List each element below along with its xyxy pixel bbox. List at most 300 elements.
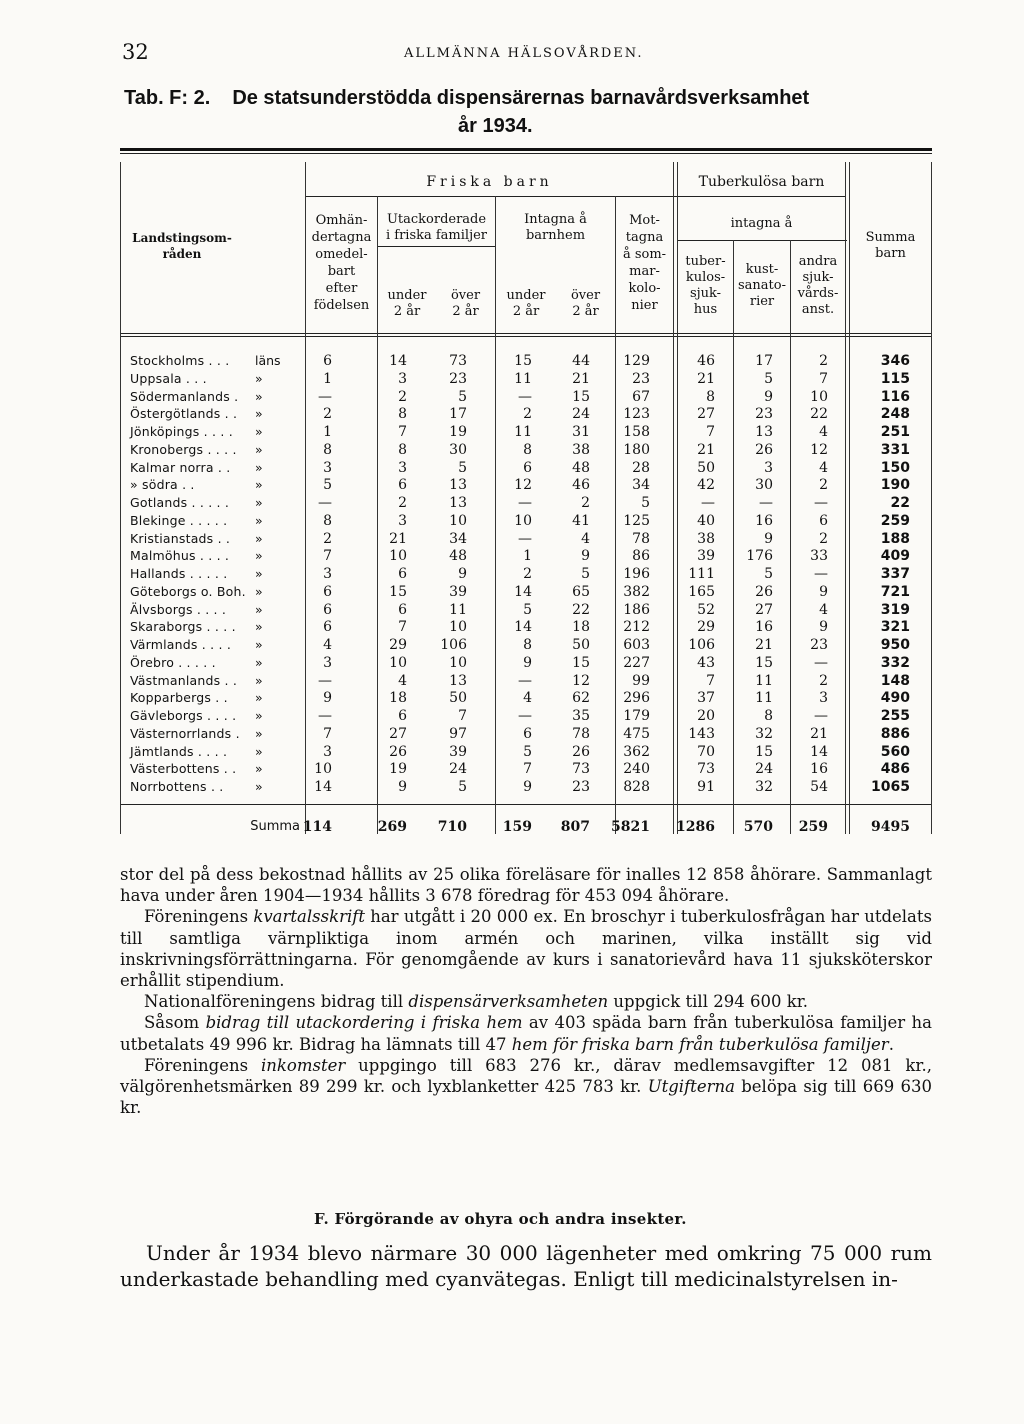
cell-kustsanatorier: 17 bbox=[755, 353, 773, 369]
cell-kustsanatorier: 32 bbox=[755, 725, 773, 742]
cell-utack-under2: 21 bbox=[389, 530, 407, 547]
row-region-name: Kalmar norra . . bbox=[130, 459, 231, 475]
cell-barnhem-over2: 44 bbox=[572, 353, 590, 369]
subheader-utack-over2: över 2 år bbox=[450, 288, 481, 319]
cell-andra-sjukvard: 54 bbox=[810, 779, 828, 795]
cell-omhandertagna: 4 bbox=[323, 637, 332, 653]
cell-summa: 721 bbox=[880, 583, 910, 600]
row-region-name: Göteborgs o. Boh. bbox=[130, 583, 246, 599]
table-row bbox=[120, 708, 932, 726]
cell-utack-under2: 4 bbox=[398, 672, 407, 689]
table-row bbox=[120, 655, 932, 673]
cell-omhandertagna: 2 bbox=[323, 406, 332, 423]
cell-tuberkulossjukhus: 42 bbox=[697, 477, 715, 494]
table-row bbox=[120, 619, 932, 637]
row-region-name: Södermanlands . bbox=[130, 388, 239, 404]
cell-summa: 259 bbox=[880, 512, 910, 529]
cell-mottagna: 78 bbox=[632, 530, 650, 547]
cell-barnhem-over2: 15 bbox=[572, 388, 590, 405]
cell-kustsanatorier: 16 bbox=[755, 512, 773, 529]
summa-cell-utack-over2: 710 bbox=[437, 819, 467, 835]
row-region-name: Jönköpings . . . . bbox=[130, 424, 233, 439]
cell-kustsanatorier: 8 bbox=[764, 708, 773, 724]
cell-andra-sjukvard: 4 bbox=[819, 601, 828, 618]
cell-andra-sjukvard: 12 bbox=[810, 441, 828, 458]
row-region-name: Kristianstads . . bbox=[130, 530, 231, 546]
cell-mottagna: 28 bbox=[632, 459, 650, 476]
cell-barnhem-under2: 4 bbox=[523, 690, 532, 707]
row-region-name: Gotlands . . . . . bbox=[130, 495, 230, 510]
cell-tuberkulossjukhus: 7 bbox=[706, 424, 715, 440]
cell-kustsanatorier: 3 bbox=[764, 459, 773, 476]
cell-utack-over2: 10 bbox=[449, 654, 467, 671]
row-region-suffix: » bbox=[255, 743, 263, 759]
row-region-suffix: » bbox=[255, 441, 263, 457]
cell-kustsanatorier: 15 bbox=[755, 654, 773, 671]
cell-summa: 150 bbox=[880, 459, 910, 476]
cell-utack-over2: 39 bbox=[449, 743, 467, 760]
cell-andra-sjukvard: 33 bbox=[810, 548, 828, 565]
cell-andra-sjukvard: 6 bbox=[819, 512, 828, 529]
cell-andra-sjukvard: — bbox=[814, 495, 828, 511]
row-region-suffix: » bbox=[255, 619, 263, 635]
row-region-suffix: » bbox=[255, 477, 263, 493]
cell-utack-under2: 7 bbox=[398, 619, 407, 636]
cell-kustsanatorier: 27 bbox=[755, 601, 773, 618]
summa-cell-omhandertagna: 114 bbox=[302, 819, 332, 835]
cell-utack-over2: 10 bbox=[449, 512, 467, 529]
cell-tuberkulossjukhus: 39 bbox=[697, 548, 715, 565]
cell-utack-over2: 48 bbox=[449, 548, 467, 565]
cell-omhandertagna: 7 bbox=[323, 548, 332, 565]
table-row bbox=[120, 389, 932, 407]
cell-tuberkulossjukhus: 21 bbox=[697, 370, 715, 387]
cell-utack-over2: 24 bbox=[449, 761, 467, 778]
cell-barnhem-under2: 5 bbox=[523, 601, 532, 618]
row-region-suffix: » bbox=[255, 459, 263, 475]
table-row bbox=[120, 637, 932, 655]
cell-utack-over2: 23 bbox=[449, 370, 467, 387]
row-region-name: Uppsala . . . bbox=[130, 370, 207, 386]
cell-andra-sjukvard: 2 bbox=[819, 477, 828, 494]
cell-utack-under2: 8 bbox=[398, 406, 407, 423]
cell-mottagna: 603 bbox=[623, 637, 650, 653]
cell-tuberkulossjukhus: 37 bbox=[697, 690, 715, 707]
cell-summa: 1065 bbox=[871, 779, 910, 795]
cell-utack-over2: 97 bbox=[449, 725, 467, 742]
cell-barnhem-over2: 4 bbox=[581, 530, 590, 547]
table-title-line1: De statsunderstödda dispensärernas barnavårdsverksamhet bbox=[232, 87, 810, 109]
cell-summa: 190 bbox=[880, 477, 910, 494]
cell-omhandertagna: 5 bbox=[323, 477, 332, 494]
row-region-suffix: » bbox=[255, 424, 263, 439]
cell-mottagna: 180 bbox=[623, 441, 650, 458]
row-region-suffix: » bbox=[255, 725, 263, 741]
table-row bbox=[120, 690, 932, 708]
cell-mottagna: 186 bbox=[623, 601, 650, 618]
row-region-suffix: » bbox=[255, 672, 263, 688]
cell-mottagna: 123 bbox=[623, 406, 650, 423]
row-region-suffix: » bbox=[255, 495, 263, 510]
paragraph-1: stor del på dess bekostnad hållits av 25 olika föreläsare för inalles 12 858 åhörare. Sammanlagt hava under åren 1904—1934 hållits 3 678 föredrag för 453 094 åhörare. bbox=[120, 865, 932, 906]
cell-barnhem-over2: 23 bbox=[572, 779, 590, 795]
cell-utack-under2: 6 bbox=[398, 601, 407, 618]
cell-barnhem-under2: 15 bbox=[514, 353, 532, 369]
section-text-block bbox=[120, 1240, 932, 1292]
cell-mottagna: 227 bbox=[623, 654, 650, 671]
col-header-kustsanatorier: kust- sanato- rier bbox=[738, 262, 786, 309]
cell-tuberkulossjukhus: 52 bbox=[697, 601, 715, 618]
cell-summa: 332 bbox=[880, 654, 910, 671]
row-region-suffix: » bbox=[255, 637, 263, 652]
cell-summa: 409 bbox=[880, 548, 910, 565]
cell-utack-under2: 6 bbox=[398, 566, 407, 582]
cell-barnhem-over2: 62 bbox=[572, 690, 590, 707]
cell-mottagna: 158 bbox=[623, 424, 650, 440]
cell-barnhem-over2: 46 bbox=[572, 477, 590, 494]
cell-kustsanatorier: 9 bbox=[764, 388, 773, 405]
cell-utack-over2: 9 bbox=[458, 566, 467, 582]
cell-omhandertagna: 8 bbox=[323, 441, 332, 458]
cell-omhandertagna: 3 bbox=[323, 654, 332, 671]
row-region-suffix: läns bbox=[255, 353, 281, 368]
cell-omhandertagna: 2 bbox=[323, 530, 332, 547]
cell-summa: 22 bbox=[890, 495, 910, 511]
cell-utack-under2: 10 bbox=[389, 548, 407, 565]
row-region-name: Blekinge . . . . . bbox=[130, 512, 228, 528]
cell-summa: 115 bbox=[880, 370, 910, 387]
cell-tuberkulossjukhus: 40 bbox=[697, 512, 715, 529]
col-header-utackorderade: Utackorderade i friska familjer bbox=[385, 212, 488, 243]
table-row bbox=[120, 779, 932, 797]
cell-kustsanatorier: 5 bbox=[764, 370, 773, 387]
row-region-suffix: » bbox=[255, 708, 263, 723]
col-header-intagna-a: intagna å bbox=[730, 216, 793, 231]
cell-utack-over2: 30 bbox=[449, 441, 467, 458]
table-row bbox=[120, 531, 932, 549]
cell-barnhem-over2: 78 bbox=[572, 725, 590, 742]
cell-andra-sjukvard: 14 bbox=[810, 743, 828, 760]
group-friska-barn: Friska barn bbox=[426, 174, 553, 190]
subheader-barnhem-under2: under 2 år bbox=[506, 288, 546, 319]
paragraph-5: Föreningens inkomster uppgingo till 683 276 kr., därav medlemsavgifter 12 081 kr., välgörenhetsmärken 89 299 kr. och lyxblanketter 425 783 kr. Utgifterna belöpa sig till 669 630 kr. bbox=[120, 1055, 932, 1118]
cell-barnhem-under2: 2 bbox=[523, 566, 532, 582]
cell-summa: 321 bbox=[880, 619, 910, 636]
cell-utack-under2: 3 bbox=[398, 370, 407, 387]
table-row bbox=[120, 566, 932, 584]
cell-utack-over2: 13 bbox=[449, 672, 467, 689]
cell-barnhem-under2: — bbox=[518, 388, 532, 405]
cell-omhandertagna: 10 bbox=[314, 761, 332, 778]
cell-mottagna: 475 bbox=[623, 725, 650, 742]
cell-barnhem-over2: 31 bbox=[572, 424, 590, 440]
table-row bbox=[120, 761, 932, 779]
cell-mottagna: 125 bbox=[623, 512, 650, 529]
cell-omhandertagna: 3 bbox=[323, 566, 332, 582]
table-row bbox=[120, 548, 932, 566]
cell-utack-under2: 19 bbox=[389, 761, 407, 778]
cell-mottagna: 296 bbox=[623, 690, 650, 707]
paragraph-3: Nationalföreningens bidrag till dispensärverksamheten uppgick till 294 600 kr. bbox=[144, 992, 809, 1012]
cell-barnhem-under2: 8 bbox=[523, 637, 532, 653]
cell-omhandertagna: 6 bbox=[323, 353, 332, 369]
cell-mottagna: 67 bbox=[632, 388, 650, 405]
cell-andra-sjukvard: 3 bbox=[819, 690, 828, 707]
table-title bbox=[124, 87, 809, 110]
utackorderade-rule bbox=[378, 246, 495, 247]
cell-andra-sjukvard: 9 bbox=[819, 583, 828, 600]
table-row bbox=[120, 744, 932, 762]
cell-mottagna: 196 bbox=[623, 566, 650, 582]
cell-summa: 486 bbox=[880, 761, 910, 778]
cell-kustsanatorier: 176 bbox=[746, 548, 773, 565]
paragraph-4: Såsom bidrag till utackordering i friska hem av 403 späda barn från tuberkulösa familjer ha utbetalats 49 996 kr. Bidrag ha lämnats till 47 hem för friska barn från tuberkulösa familjer. bbox=[120, 1013, 932, 1054]
cell-kustsanatorier: 26 bbox=[755, 441, 773, 458]
cell-barnhem-under2: 5 bbox=[523, 743, 532, 760]
cell-andra-sjukvard: 21 bbox=[810, 725, 828, 742]
row-region-name: Västmanlands . . bbox=[130, 672, 238, 688]
table-row bbox=[120, 371, 932, 389]
cell-utack-over2: 5 bbox=[458, 459, 467, 476]
table-title-line2: år 1934. bbox=[458, 115, 533, 137]
cell-summa: 346 bbox=[880, 353, 910, 369]
cell-mottagna: 99 bbox=[632, 672, 650, 689]
cell-kustsanatorier: 32 bbox=[755, 779, 773, 795]
cell-tuberkulossjukhus: 43 bbox=[697, 654, 715, 671]
cell-barnhem-over2: 26 bbox=[572, 743, 590, 760]
cell-barnhem-under2: 14 bbox=[514, 583, 532, 600]
cell-tuberkulossjukhus: 7 bbox=[706, 672, 715, 689]
row-region-name: Skaraborgs . . . . bbox=[130, 619, 236, 635]
cell-summa: 950 bbox=[880, 637, 910, 653]
cell-tuberkulossjukhus: 70 bbox=[697, 743, 715, 760]
table-row bbox=[120, 424, 932, 442]
cell-mottagna: 212 bbox=[623, 619, 650, 636]
body-text bbox=[120, 864, 932, 1118]
cell-barnhem-over2: 50 bbox=[572, 637, 590, 653]
cell-utack-under2: 18 bbox=[389, 690, 407, 707]
cell-utack-over2: 50 bbox=[449, 690, 467, 707]
cell-mottagna: 23 bbox=[632, 370, 650, 387]
cell-summa: 188 bbox=[880, 530, 910, 547]
cell-utack-under2: 7 bbox=[398, 424, 407, 440]
cell-barnhem-over2: 35 bbox=[572, 708, 590, 724]
cell-barnhem-over2: 22 bbox=[572, 601, 590, 618]
cell-kustsanatorier: 15 bbox=[755, 743, 773, 760]
cell-summa: 255 bbox=[880, 708, 910, 724]
cell-omhandertagna: 6 bbox=[323, 583, 332, 600]
row-region-suffix: » bbox=[255, 388, 263, 404]
cell-barnhem-under2: 11 bbox=[514, 370, 532, 387]
cell-kustsanatorier: 13 bbox=[755, 424, 773, 440]
cell-utack-over2: 19 bbox=[449, 424, 467, 440]
cell-barnhem-under2: 11 bbox=[514, 424, 532, 440]
group-tuberkulosa-barn: Tuberkulösa barn bbox=[698, 174, 825, 190]
cell-kustsanatorier: 30 bbox=[755, 477, 773, 494]
cell-utack-under2: 2 bbox=[398, 388, 407, 405]
cell-barnhem-under2: 10 bbox=[514, 512, 532, 529]
cell-kustsanatorier: — bbox=[759, 495, 773, 511]
table-row bbox=[120, 477, 932, 495]
paragraph-2: Föreningens kvartalsskrift har utgått i 20 000 ex. En broschyr i tuberkulosfrågan har utdelats till samtliga värnpliktiga inom armén och marinen, vilka inställt sig vid inskrivningsförrättningarna. För genomgående av kurs i sanatorievård hava 11 sjuksköterskor erhållit stipendium. bbox=[120, 907, 932, 991]
cell-barnhem-over2: 18 bbox=[572, 619, 590, 636]
cell-utack-under2: 29 bbox=[389, 637, 407, 653]
cell-barnhem-under2: — bbox=[518, 530, 532, 547]
cell-barnhem-over2: 5 bbox=[581, 566, 590, 582]
col-header-mottagna: Mot- tagna å som- mar- kolo- nier bbox=[622, 213, 667, 313]
cell-andra-sjukvard: 2 bbox=[819, 353, 828, 369]
cell-barnhem-under2: — bbox=[518, 495, 532, 511]
cell-tuberkulossjukhus: 21 bbox=[697, 441, 715, 458]
cell-kustsanatorier: 16 bbox=[755, 619, 773, 636]
header-bottom-rule bbox=[120, 333, 932, 334]
summa-top-rule bbox=[120, 804, 932, 805]
cell-barnhem-over2: 2 bbox=[581, 495, 590, 511]
cell-omhandertagna: 1 bbox=[323, 424, 332, 440]
cell-barnhem-under2: 8 bbox=[523, 441, 532, 458]
row-region-name: Örebro . . . . . bbox=[130, 654, 216, 670]
cell-summa: 251 bbox=[880, 424, 910, 440]
cell-utack-over2: 5 bbox=[458, 388, 467, 405]
section-text: Under år 1934 blevo närmare 30 000 lägenheter med omkring 75 000 rum underkastade behandling med cyanvätegas. Enligt till medicinalstyrelsen in- bbox=[120, 1241, 932, 1291]
cell-mottagna: 34 bbox=[632, 477, 650, 494]
subheader-barnhem-over2: över 2 år bbox=[570, 288, 601, 319]
cell-utack-under2: 3 bbox=[398, 459, 407, 476]
row-region-suffix: » bbox=[255, 654, 263, 670]
cell-barnhem-under2: 1 bbox=[523, 548, 532, 565]
cell-kustsanatorier: 23 bbox=[755, 406, 773, 423]
cell-andra-sjukvard: 22 bbox=[810, 406, 828, 423]
cell-utack-under2: 6 bbox=[398, 477, 407, 494]
cell-utack-under2: 3 bbox=[398, 512, 407, 529]
cell-kustsanatorier: 11 bbox=[755, 672, 773, 689]
summa-label: Summa bbox=[250, 819, 300, 834]
cell-utack-under2: 10 bbox=[389, 654, 407, 671]
cell-tuberkulossjukhus: 46 bbox=[697, 353, 715, 369]
cell-omhandertagna: — bbox=[318, 495, 332, 511]
col-header-andra: andra sjuk- vårds- anst. bbox=[797, 254, 839, 317]
cell-tuberkulossjukhus: 20 bbox=[697, 708, 715, 724]
cell-utack-over2: 11 bbox=[449, 601, 467, 618]
cell-omhandertagna: 3 bbox=[323, 459, 332, 476]
cell-andra-sjukvard: 2 bbox=[819, 672, 828, 689]
cell-kustsanatorier: 5 bbox=[764, 566, 773, 582]
cell-tuberkulossjukhus: 143 bbox=[688, 725, 715, 742]
cell-summa: 248 bbox=[880, 406, 910, 423]
cell-kustsanatorier: 26 bbox=[755, 583, 773, 600]
cell-barnhem-over2: 24 bbox=[572, 406, 590, 423]
cell-barnhem-over2: 38 bbox=[572, 441, 590, 458]
cell-andra-sjukvard: 23 bbox=[810, 637, 828, 653]
cell-omhandertagna: 6 bbox=[323, 601, 332, 618]
cell-barnhem-under2: — bbox=[518, 708, 532, 724]
cell-tuberkulossjukhus: 106 bbox=[688, 637, 715, 653]
table-row bbox=[120, 726, 932, 744]
cell-summa: 337 bbox=[880, 566, 910, 582]
cell-andra-sjukvard: — bbox=[814, 654, 828, 671]
row-region-name: Malmöhus . . . . bbox=[130, 548, 230, 564]
cell-barnhem-over2: 15 bbox=[572, 654, 590, 671]
table-row bbox=[120, 495, 932, 513]
cell-kustsanatorier: 24 bbox=[755, 761, 773, 778]
cell-omhandertagna: 14 bbox=[314, 779, 332, 795]
row-region-name: Norrbottens . . bbox=[130, 779, 224, 794]
cell-utack-over2: 7 bbox=[458, 708, 467, 724]
cell-barnhem-over2: 73 bbox=[572, 761, 590, 778]
table-row bbox=[120, 460, 932, 478]
cell-utack-under2: 9 bbox=[398, 779, 407, 795]
header-bottom-rule-2 bbox=[120, 336, 932, 337]
cell-barnhem-under2: 9 bbox=[523, 654, 532, 671]
summa-cell-tuberkulossjukhus: 1286 bbox=[676, 819, 715, 835]
section-heading: F. Förgörande av ohyra och andra insekter. bbox=[314, 1210, 687, 1228]
row-region-suffix: » bbox=[255, 530, 263, 546]
cell-summa: 886 bbox=[880, 725, 910, 742]
summa-cell-barnhem-under2: 159 bbox=[502, 819, 532, 835]
cell-tuberkulossjukhus: 50 bbox=[697, 459, 715, 476]
table-row bbox=[120, 353, 932, 371]
row-region-suffix: » bbox=[255, 779, 263, 794]
row-region-name: Jämtlands . . . . bbox=[130, 743, 228, 759]
intagna-rule bbox=[677, 240, 847, 241]
col-header-omhandertagna: Omhän- dertagna omedel- bart efter födelsen bbox=[311, 213, 372, 313]
row-region-name: Gävleborgs . . . . bbox=[130, 708, 237, 723]
table-row bbox=[120, 584, 932, 602]
cell-tuberkulossjukhus: 91 bbox=[697, 779, 715, 795]
cell-utack-over2: 5 bbox=[458, 779, 467, 795]
summa-cell-barnhem-over2: 807 bbox=[560, 819, 590, 835]
cell-omhandertagna: 1 bbox=[323, 370, 332, 387]
cell-summa: 319 bbox=[880, 601, 910, 618]
cell-mottagna: 129 bbox=[623, 353, 650, 369]
cell-summa: 331 bbox=[880, 441, 910, 458]
summa-cell-summa: 9495 bbox=[871, 819, 910, 835]
cell-barnhem-over2: 65 bbox=[572, 583, 590, 600]
row-region-name: » södra . . bbox=[130, 477, 195, 493]
cell-barnhem-under2: 7 bbox=[523, 761, 532, 778]
row-region-suffix: » bbox=[255, 566, 263, 581]
row-region-suffix: » bbox=[255, 690, 263, 706]
cell-omhandertagna: — bbox=[318, 388, 332, 405]
cell-utack-under2: 27 bbox=[389, 725, 407, 742]
cell-tuberkulossjukhus: 111 bbox=[688, 566, 715, 582]
cell-mottagna: 382 bbox=[623, 583, 650, 600]
cell-barnhem-under2: 2 bbox=[523, 406, 532, 423]
cell-utack-over2: 39 bbox=[449, 583, 467, 600]
cell-andra-sjukvard: 16 bbox=[810, 761, 828, 778]
cell-tuberkulossjukhus: 165 bbox=[688, 583, 715, 600]
row-region-suffix: » bbox=[255, 601, 263, 617]
cell-utack-under2: 14 bbox=[389, 353, 407, 369]
table-row bbox=[120, 602, 932, 620]
cell-summa: 116 bbox=[880, 388, 910, 405]
table-top-rule bbox=[120, 148, 932, 151]
cell-omhandertagna: — bbox=[318, 708, 332, 724]
row-region-name: Värmlands . . . . bbox=[130, 637, 232, 652]
cell-barnhem-over2: 41 bbox=[572, 512, 590, 529]
cell-utack-under2: 15 bbox=[389, 583, 407, 600]
table-row bbox=[120, 513, 932, 531]
cell-kustsanatorier: 9 bbox=[764, 530, 773, 547]
table-label: Tab. F: 2. bbox=[124, 87, 211, 109]
cell-omhandertagna: 9 bbox=[323, 690, 332, 707]
cell-andra-sjukvard: 10 bbox=[810, 388, 828, 405]
row-region-suffix: » bbox=[255, 761, 263, 777]
cell-barnhem-over2: 12 bbox=[572, 672, 590, 689]
cell-utack-over2: 106 bbox=[440, 637, 467, 653]
cell-mottagna: 179 bbox=[623, 708, 650, 724]
cell-utack-under2: 8 bbox=[398, 441, 407, 458]
